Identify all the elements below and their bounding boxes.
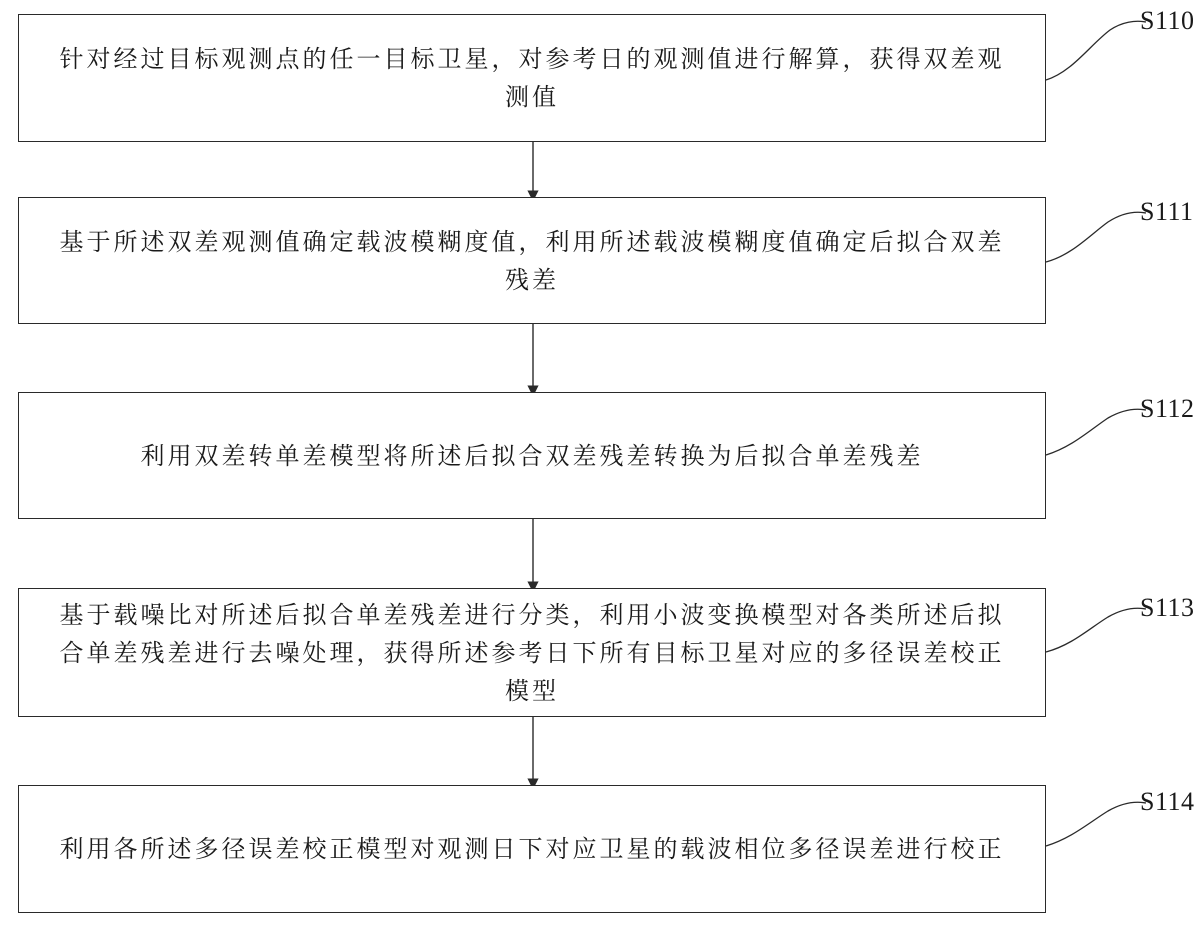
- step-label-s110: S110: [1140, 6, 1195, 35]
- step-box-s114: [18, 785, 1046, 913]
- step-text-s112: 利用双差转单差模型将所述后拟合双差残差转换为后拟合单差残差: [140, 441, 924, 470]
- step-label-s114: S114: [1140, 787, 1195, 816]
- step-text-s114: 利用各所述多径误差校正模型对观测日下对应卫星的载波相位多径误差进行校正: [59, 835, 1005, 863]
- step-label-s113: S113: [1140, 593, 1195, 622]
- step-text-s113: 基于载噪比对所述后拟合单差残差进行分类，利用小波变换模型对各类所述后拟合单差残差进行去噪处理，获得所述参考日下所有目标卫星对应的多径误差校正模型: [59, 600, 1005, 705]
- leader-s110: [1046, 21, 1146, 80]
- step-box-s111: [18, 197, 1046, 324]
- step-box-s112: [18, 392, 1046, 519]
- leader-s112: [1046, 409, 1146, 455]
- step-label-s111: S111: [1140, 197, 1194, 226]
- leader-s111: [1046, 212, 1146, 262]
- leader-s113: [1046, 608, 1146, 652]
- step-text-s111: 基于所述双差观测值确定载波模糊度值，利用所述载波模糊度值确定后拟合双差残差: [59, 227, 1005, 294]
- step-box-s110: [18, 14, 1046, 142]
- leader-s114: [1046, 802, 1146, 846]
- step-label-s112: S112: [1140, 394, 1195, 423]
- step-box-s113: [18, 588, 1046, 717]
- step-text-s110: 针对经过目标观测点的任一目标卫星，对参考日的观测值进行解算，获得双差观测值: [59, 45, 1005, 111]
